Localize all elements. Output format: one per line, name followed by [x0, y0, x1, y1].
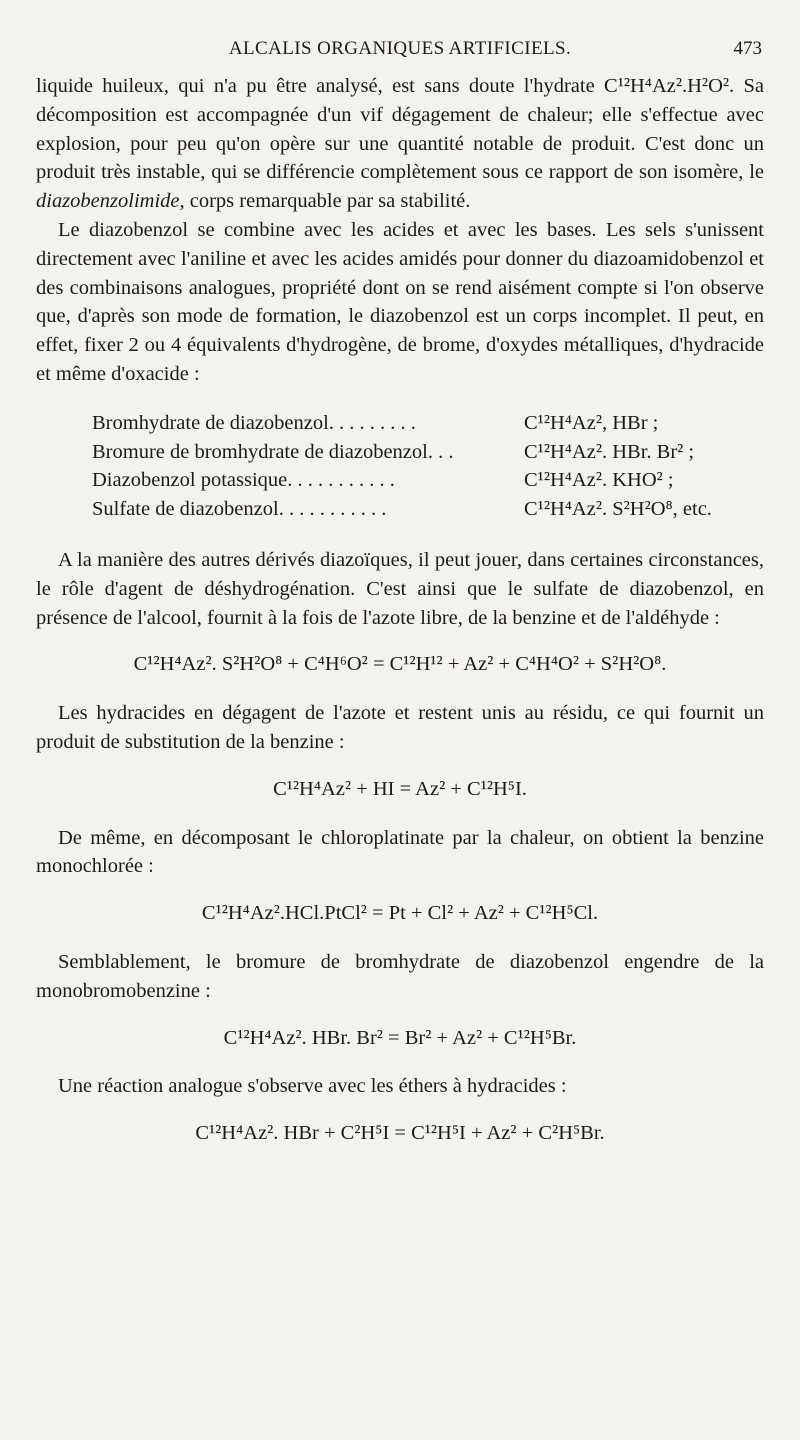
equation-chloride: C¹²H⁴Az².HCl.PtCl² = Pt + Cl² + Az² + C¹²H⁵Cl. — [201, 902, 599, 925]
compound-row — [92, 438, 742, 467]
compound-row — [92, 409, 742, 438]
compound-formula: C¹²H⁴Az². HBr. Br² ; — [524, 440, 695, 463]
compound-name: Bromure de bromhydrate de diazobenzol. . . — [92, 440, 454, 463]
equation-bromide: C¹²H⁴Az². HBr. Br² = Br² + Az² + C¹²H⁵Br. — [223, 1026, 577, 1049]
running-header — [0, 38, 800, 68]
paragraph-combinations: Le diazobenzol se combine avec les acides et avec les bases. Les sels s'unissent directement avec l'aniline et avec les acides amidés pour donner du diazoamidobenzol et des combinaisons analogues, propriété dont on se rend aisément compte si l'on observe que, d'après son mode de formation, le diazobenzol est un corps incomplet. Il peut, en effet, fixer 2 ou 4 équivalents d'hydrogène, de brome, d'oxydes métalliques, d'hydracide et même d'oxacide : — [36, 218, 764, 385]
compound-formula: C¹²H⁴Az². S²H²O⁸, etc. — [524, 498, 712, 521]
italic-term: diazobenzolimide, — [36, 190, 185, 213]
running-title: ALCALIS ORGANIQUES ARTIFICIELS. — [228, 38, 572, 59]
compound-row — [92, 495, 742, 524]
equation-iodide: C¹²H⁴Az² + HI = Az² + C¹²H⁵I. — [273, 777, 527, 800]
paragraph-text: liquide huileux, qui n'a pu être analysé, est sans doute l'hydrate C¹²H⁴Az².H²O². Sa décomposition est accompagnée d'un vif dégagement de chaleur; elle s'effectue avec explosion, pour peu qu'on opère sur une quantité notable de produit. C'est donc un produit très instable, qui se différencie complètement sous ce rapport de son isomère, le — [36, 75, 764, 184]
paragraph-hydrate — [36, 72, 764, 216]
compound-list — [92, 409, 742, 524]
compound-name: Sulfate de diazobenzol. . . . . . . . . . . — [92, 498, 387, 521]
paragraph-bromobenzine: Semblablement, le bromure de bromhydrate de diazobenzol engendre de la monobromobenzine : — [36, 950, 764, 1002]
paragraph-text-end: corps remarquable par sa stabilité. — [184, 190, 471, 213]
paragraph-dehydrogenation: A la manière des autres dérivés diazoïques, il peut jouer, dans certaines circonstances, le rôle d'agent de déshydrogénation. C'est ainsi que le sulfate de diazobenzol, en présence de l'alcool, fournit à la fois de l'azote libre, de la benzine et de l'aldéhyde : — [36, 548, 764, 629]
paragraph-chloroplatinate: De même, en décomposant le chloroplatinate par la chaleur, on obtient la benzine monochlorée : — [36, 826, 764, 878]
equation-sulfate: C¹²H⁴Az². S²H²O⁸ + C⁴H⁶O² = C¹²H¹² + Az² + C⁴H⁴O² + S²H²O⁸. — [133, 653, 667, 676]
compound-name: Bromhydrate de diazobenzol. . . . . . . . . — [92, 411, 416, 434]
paragraph-hydracids: Les hydracides en dégagent de l'azote et restent unis au résidu, ce qui fournit un produit de substitution de la benzine : — [36, 702, 764, 753]
page-body — [36, 72, 764, 1168]
compound-row — [92, 466, 742, 495]
paragraph-ethers: Une réaction analogue s'observe avec les éthers à hydracides : — [58, 1075, 567, 1098]
page-number: 473 — [733, 38, 762, 59]
compound-formula: C¹²H⁴Az². KHO² ; — [524, 469, 674, 492]
equation-ether: C¹²H⁴Az². HBr + C²H⁵I = C¹²H⁵I + Az² + C²H⁵Br. — [195, 1122, 605, 1145]
compound-formula: C¹²H⁴Az², HBr ; — [524, 411, 659, 434]
compound-name: Diazobenzol potassique. . . . . . . . . . . — [92, 469, 395, 492]
